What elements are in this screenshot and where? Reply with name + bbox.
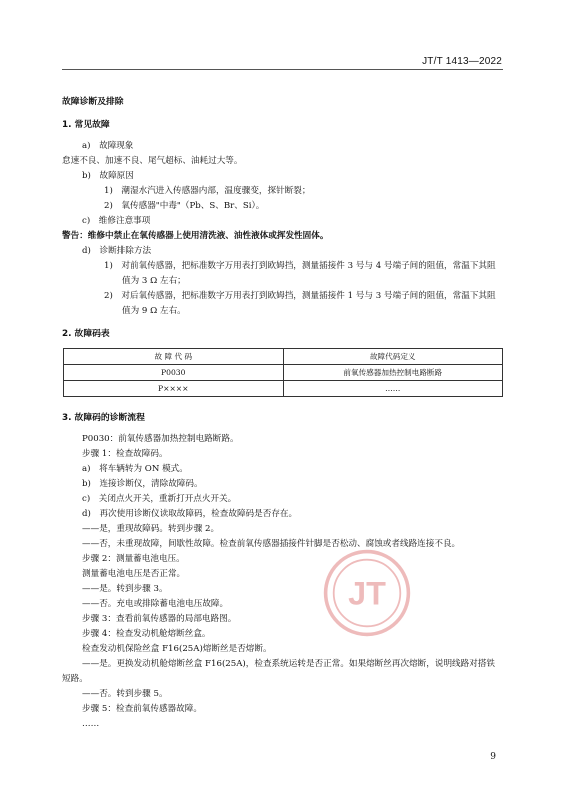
flow-line: 步骤 2：测量蓄电池电压。	[82, 554, 185, 564]
flow-line: 测量蓄电池电压是否正常。	[82, 569, 186, 579]
item-b-text: 故障原因	[99, 171, 134, 181]
svg-text:JT: JT	[348, 575, 386, 612]
flow-line: ——是，重现故障码。转到步骤 2。	[82, 524, 220, 534]
flow-line: b) 连接诊断仪，清除故障码。	[82, 479, 203, 489]
document-code: JT/T 1413—2022	[422, 56, 502, 67]
item-c-text: 维修注意事项	[98, 216, 151, 226]
flow-line: d) 再次使用诊断仪读取故障码，检查故障码是否存在。	[82, 509, 298, 519]
flow-line: 步骤 5：检查前氧传感器故障。	[82, 704, 202, 714]
table-cell-definition: 前氧传感器加热控制电路断路	[283, 365, 503, 381]
warning-text: 警告：维修中禁止在氧传感器上使用清洗液、油性液体或挥发性固体。	[62, 231, 329, 241]
heading-common-faults: 1. 常见故障	[62, 120, 110, 130]
flow-line: a) 将车辆转为 ON 模式。	[82, 464, 188, 474]
item-b	[62, 169, 503, 184]
page-number: 9	[490, 752, 496, 762]
table-row	[64, 381, 503, 397]
item-d	[62, 244, 503, 259]
item-a-body: 怠速不良、加速不良、尾气超标、油耗过大等。	[62, 156, 243, 166]
flow-line: 步骤 3：查看前氧传感器的局部电路图。	[82, 614, 237, 624]
table-cell-definition: ……	[283, 381, 503, 397]
heading-diagnostic-flow: 3. 故障码的诊断流程	[62, 413, 145, 423]
method-item-1: 1) 对前氧传感器，把标准数字万用表打到欧姆挡，测量插接件 3 号与 4 号端子间的阻值，常温下其阻值为 3 Ω 左右；	[104, 261, 496, 286]
flow-line: ——否。转到步骤 5。	[82, 689, 168, 699]
page-content	[62, 95, 503, 732]
table-header-row	[64, 349, 503, 365]
item-c	[62, 214, 503, 229]
item-c-label: c)	[82, 216, 91, 226]
cause-item-1: 1) 潮湿水汽进入传感器内部，温度骤变，探针断裂；	[104, 186, 311, 196]
jt-stamp-logo	[322, 548, 412, 638]
flow-line: 检查发动机保险丝盒 F16(25A)熔断丝是否熔断。	[82, 644, 272, 654]
item-a-label: a)	[82, 141, 91, 151]
item-d-label: d)	[82, 246, 91, 256]
heading-fault-code-table: 2. 故障码表	[62, 329, 110, 339]
table-row	[64, 365, 503, 381]
header-divider	[62, 69, 503, 70]
item-d-text: 诊断排除方法	[99, 246, 152, 256]
diagnostic-flow	[62, 432, 503, 732]
cause-item-2: 2) 氧传感器"中毒"（Pb、S、Br、Si）。	[104, 201, 265, 211]
item-a	[62, 139, 503, 154]
flow-line: ……	[82, 719, 100, 729]
flow-line: ——是。转到步骤 3。	[82, 584, 168, 594]
item-a-text: 故障现象	[99, 141, 134, 151]
fault-code-table	[63, 348, 503, 397]
table-cell-code: P××××	[64, 381, 284, 397]
flow-line: 步骤 1：检查故障码。	[82, 449, 168, 459]
table-cell-code: P0030	[64, 365, 284, 381]
flow-line: 步骤 4：检查发动机舱熔断丝盒。	[82, 629, 211, 639]
table-header-definition: 故障代码定义	[283, 349, 503, 365]
flow-line: P0030：前氧传感器加热控制电路断路。	[82, 434, 239, 444]
item-b-label: b)	[82, 171, 91, 181]
flow-line: ——否。充电或排除蓄电池电压故障。	[82, 599, 229, 609]
flow-line: ——否，未重现故障，间歇性故障。检查前氧传感器插接件针脚是否松动、腐蚀或者线路连接不良。	[82, 539, 461, 549]
table-header-code: 故 障 代 码	[64, 349, 284, 365]
section-title: 故障诊断及排除	[62, 97, 124, 107]
flow-line: c) 关闭点火开关，重新打开点火开关。	[82, 494, 237, 504]
method-item-2: 2) 对后氧传感器，把标准数字万用表打到欧姆挡，测量插接件 1 号与 3 号端子间的阻值，常温下其阻值为 9 Ω 左右。	[104, 291, 496, 316]
flow-line: ——是。更换发动机舱熔断丝盒 F16(25A)，检查系统运转是否正常。如果熔断丝再次熔断，说明线路对搭铁短路。	[62, 659, 496, 684]
